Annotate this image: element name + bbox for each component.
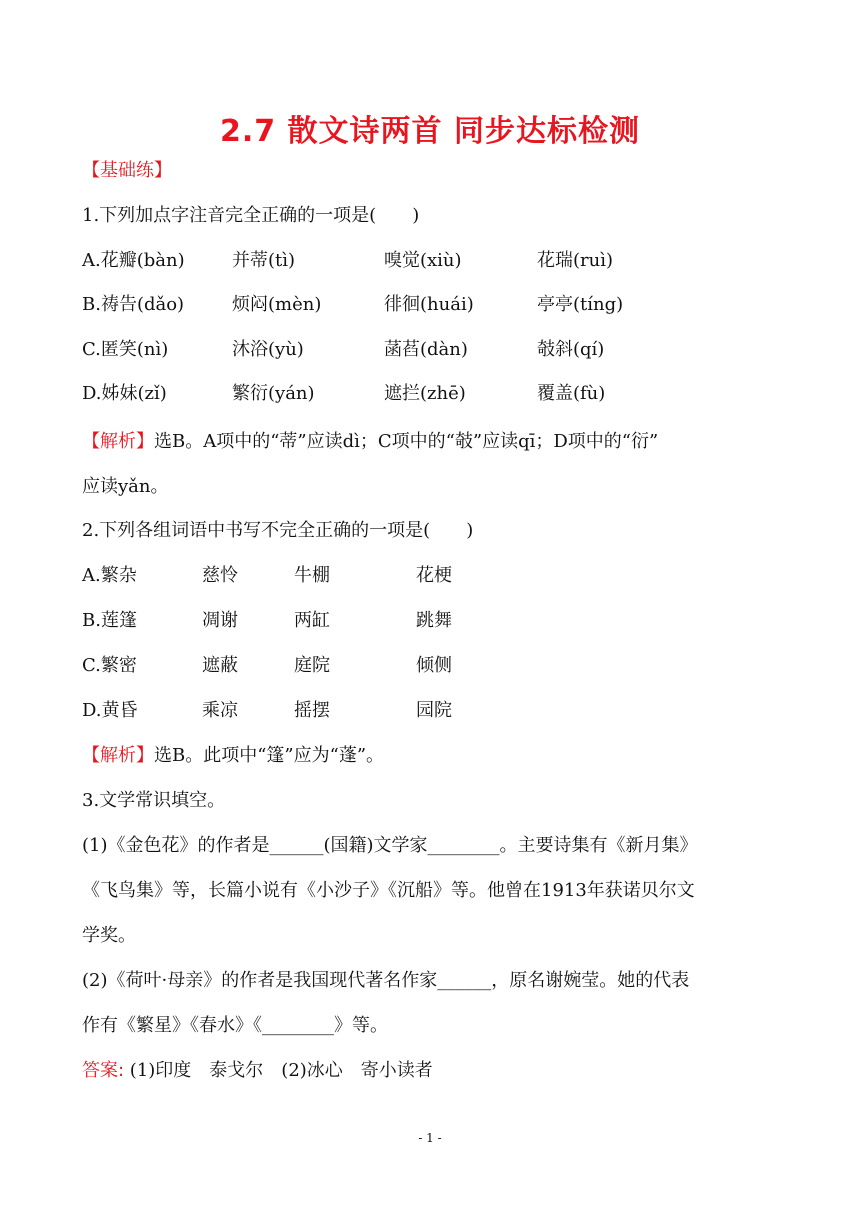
q1-option-cell: 花瑞(ruì) — [537, 250, 613, 271]
q2-option-cell: 跳舞 — [416, 610, 452, 631]
q1-option-cell: 并蒂(tì) — [232, 250, 296, 271]
q1-option-row — [82, 337, 782, 363]
q1-option-cell: 徘徊(huái) — [384, 294, 474, 315]
analysis-text: 选B。此项中“篷”应为“蓬”。 — [154, 745, 385, 766]
q2-option-cell: 倾侧 — [416, 655, 452, 676]
q2-option-cell: 慈怜 — [202, 565, 238, 586]
question-2-stem: 2.下列各组词语中书写不完全正确的一项是( ) — [82, 520, 474, 541]
q2-option-cell: 摇摆 — [294, 700, 330, 721]
section-heading: 【基础练】 — [82, 160, 172, 181]
q2-option-cell: B.莲篷 — [82, 610, 137, 631]
q1-option-cell: 亭亭(tíng) — [537, 294, 624, 315]
analysis-tag: 【解析】 — [82, 431, 154, 452]
q1-option-cell: 遮拦(zhē) — [384, 383, 466, 404]
q2-option-cell: A.繁杂 — [82, 565, 137, 586]
q1-option-cell: 烦闷(mèn) — [232, 294, 322, 315]
analysis-tag: 【解析】 — [82, 745, 154, 766]
q2-option-row — [82, 698, 782, 724]
q3-part1-line2: 《飞鸟集》等，长篇小说有《小沙子》《沉船》等。他曾在1913年获诺贝尔文 — [82, 880, 695, 901]
q1-option-row — [82, 381, 782, 407]
q1-option-cell: 菡萏(dàn) — [384, 339, 468, 360]
q1-option-cell: 嗅觉(xiù) — [384, 250, 462, 271]
analysis-text: 选B。A项中的“蒂”应读dì；C项中的“攲”应读qī；D项中的“衍” — [154, 431, 659, 452]
q2-option-cell: 遮蔽 — [202, 655, 238, 676]
q2-option-cell: 乘凉 — [202, 700, 238, 721]
q1-option-cell: B.祷告(dǎo) — [82, 294, 185, 315]
question-1-stem: 1.下列加点字注音完全正确的一项是( ) — [82, 205, 420, 226]
q1-option-row — [82, 248, 782, 274]
page-title: 2.7 散文诗两首 同步达标检测 — [219, 114, 641, 149]
q2-option-cell: 庭院 — [294, 655, 330, 676]
q1-option-cell: A.花瓣(bàn) — [82, 250, 185, 271]
question-3-stem: 3.文学常识填空。 — [82, 790, 226, 811]
q2-option-row — [82, 563, 782, 589]
q3-answer — [82, 1058, 433, 1084]
q1-option-row — [82, 292, 782, 318]
q2-option-row — [82, 653, 782, 679]
q1-option-cell: 沐浴(yù) — [232, 339, 304, 360]
q1-analysis-cont: 应读yǎn。 — [82, 476, 169, 497]
q2-option-row — [82, 608, 782, 634]
q2-analysis — [82, 743, 384, 769]
q3-part1-line3: 学奖。 — [82, 925, 136, 946]
q1-option-cell: 覆盖(fù) — [537, 383, 606, 404]
q2-option-cell: C.繁密 — [82, 655, 137, 676]
q3-part2-line2: 作有《繁星》《春水》《________》等。 — [82, 1015, 388, 1036]
q3-part2-line1: (2)《荷叶·母亲》的作者是我国现代著名作家______，原名谢婉莹。她的代表 — [82, 970, 690, 991]
q2-option-cell: 花梗 — [416, 565, 452, 586]
answer-tag: 答案: — [82, 1060, 125, 1081]
q2-option-cell: 两缸 — [294, 610, 330, 631]
q1-option-cell: 攲斜(qí) — [537, 339, 605, 360]
answer-text: (1)印度 泰戈尔 (2)冰心 寄小读者 — [124, 1060, 433, 1081]
q2-option-cell: D.黄昏 — [82, 700, 138, 721]
q1-option-cell: 繁衍(yán) — [232, 383, 315, 404]
q2-option-cell: 牛棚 — [294, 565, 330, 586]
q1-option-cell: C.匿笑(nì) — [82, 339, 169, 360]
q1-analysis — [82, 429, 658, 455]
q3-part1-line1: (1)《金色花》的作者是______(国籍)文学家________。主要诗集有《新月集》 — [82, 835, 698, 856]
q2-option-cell: 凋谢 — [202, 610, 238, 631]
q2-option-cell: 园院 — [416, 700, 452, 721]
q1-option-cell: D.姊妹(zǐ) — [82, 383, 167, 404]
page-number: - 1 - — [418, 1131, 442, 1145]
